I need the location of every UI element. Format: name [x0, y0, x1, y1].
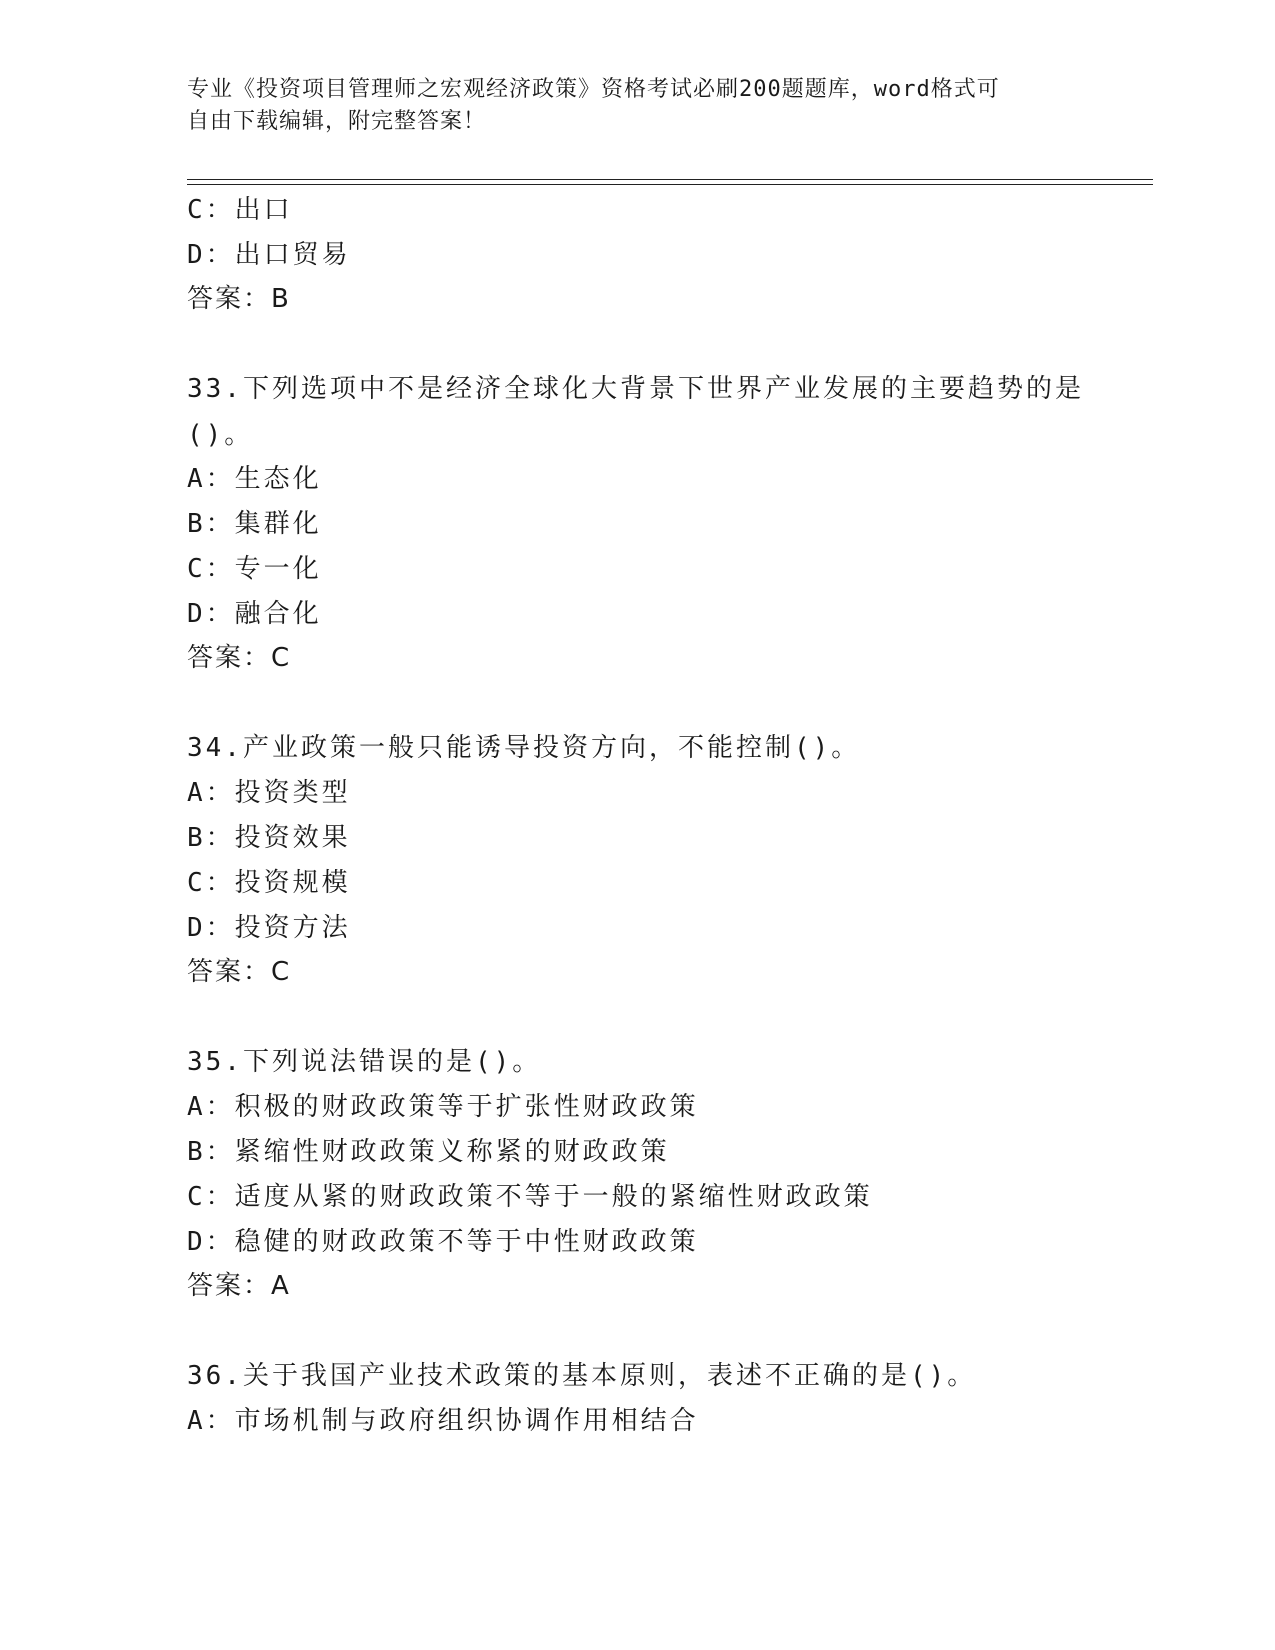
q33-option-b: B：集群化	[187, 509, 322, 539]
q35-stem: 35.下列说法错误的是()。	[187, 1047, 542, 1077]
prev-answer: 答案：B	[187, 284, 291, 314]
q33-stem-line-1: 33.下列选项中不是经济全球化大背景下世界产业发展的主要趋势的是	[187, 374, 1084, 404]
q35-option-a: A：积极的财政政策等于扩张性财政政策	[187, 1092, 699, 1122]
q33-option-c: C：专一化	[187, 554, 322, 584]
prev-option-c: C：出口	[187, 195, 293, 225]
q36-option-a: A：市场机制与政府组织协调作用相结合	[187, 1406, 699, 1436]
q35-option-b: B：紧缩性财政政策义称紧的财政政策	[187, 1137, 670, 1167]
q33-answer: 答案：C	[187, 643, 292, 673]
q35-answer: 答案：A	[187, 1271, 291, 1301]
header-rule-top	[187, 179, 1153, 180]
q34-option-b: B：投资效果	[187, 823, 351, 853]
q34-option-d: D：投资方法	[187, 913, 351, 943]
q35-option-d: D：稳健的财政政策不等于中性财政政策	[187, 1227, 699, 1257]
q34-option-c: C：投资规模	[187, 868, 351, 898]
document-header	[187, 74, 1067, 138]
q34-option-a: A：投资类型	[187, 778, 351, 808]
header-line-1: 专业《投资项目管理师之宏观经济政策》资格考试必刷200题题库，word格式可	[187, 77, 1000, 102]
prev-option-d: D：出口贸易	[187, 240, 351, 270]
q33-stem-line-2: ()。	[187, 420, 254, 450]
q34-stem: 34.产业政策一般只能诱导投资方向，不能控制()。	[187, 733, 861, 763]
q35-option-c: C：适度从紧的财政政策不等于一般的紧缩性财政政策	[187, 1182, 873, 1212]
q33-option-a: A：生态化	[187, 464, 322, 494]
q34-answer: 答案：C	[187, 957, 292, 987]
q36-stem: 36.关于我国产业技术政策的基本原则，表述不正确的是()。	[187, 1361, 977, 1391]
header-line-2: 自由下载编辑，附完整答案！	[187, 109, 487, 134]
q33-option-d: D：融合化	[187, 599, 322, 629]
header-rule-bottom	[187, 184, 1153, 185]
